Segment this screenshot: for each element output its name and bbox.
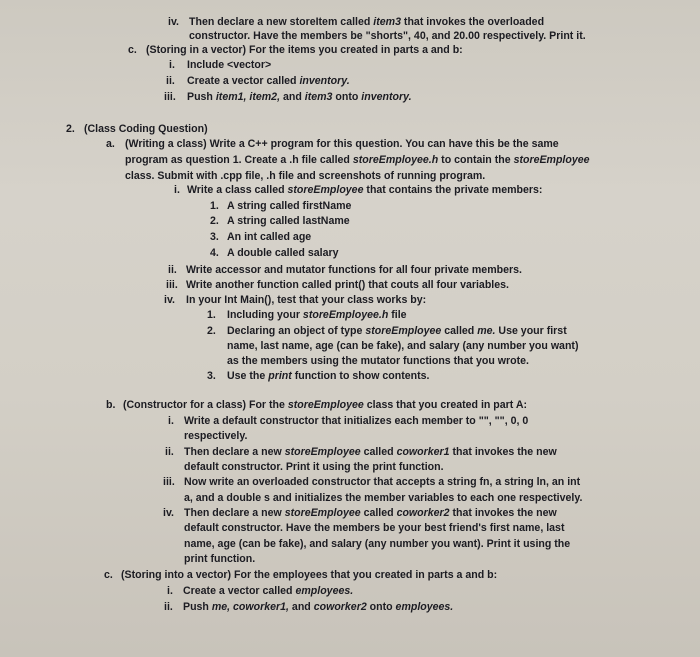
text-line: Then declare a new storeEmployee called coworker2 that invokes the new (184, 507, 557, 519)
text-line: In your Int Main(), test that your class works by: (186, 294, 427, 306)
section-heading: (Constructor for a class) For the storeEmployee class that you created in part A: (123, 399, 528, 411)
text-line: as the members using the mutator functions that you wrote. (227, 355, 529, 367)
text-line: Push me, coworker1, and coworker2 onto employees. (183, 601, 454, 613)
list-marker: 4. (210, 247, 219, 259)
text-line: Write a default constructor that initializes each member to "", "", 0, 0 (184, 415, 529, 427)
list-marker: b. (106, 399, 116, 411)
text-line: Declaring an object of type storeEmployee called me. Use your first (227, 325, 567, 337)
list-marker: 2. (210, 215, 219, 227)
list-marker: iii. (166, 279, 178, 291)
text-line: Create a vector called employees. (183, 585, 354, 597)
text-line: default constructor. Have the members be your best friend's first name, last (184, 522, 565, 534)
list-marker: a. (106, 138, 115, 150)
text-line: Write accessor and mutator functions for all four private members. (186, 264, 522, 276)
list-marker: 3. (207, 370, 216, 382)
section-heading: (Writing a class) Write a C++ program for this question. You can have this be the same (125, 138, 559, 150)
list-marker: 3. (210, 231, 219, 243)
list-marker: ii. (166, 75, 175, 87)
list-marker: ii. (164, 601, 173, 613)
list-marker: iv. (168, 16, 179, 28)
section-heading: (Storing into a vector) For the employees that you created in parts a and b: (121, 569, 498, 581)
list-marker: iv. (164, 294, 175, 306)
list-marker: iii. (164, 91, 176, 103)
list-marker: ii. (168, 264, 177, 276)
text-line: Then declare a new storeItem called item3 that invokes the overloaded (189, 16, 545, 28)
text-line: Push item1, item2, and item3 onto inventory. (187, 91, 412, 103)
member-item: A double called salary (227, 247, 339, 259)
list-marker: i. (167, 585, 173, 597)
text-line: Write another function called print() that couts all four variables. (186, 279, 509, 291)
text-line: Then declare a new storeEmployee called coworker1 that invokes the new (184, 446, 557, 458)
text-line: Use the print function to show contents. (227, 370, 430, 382)
text-line: constructor. Have the members be "shorts", 40, and 20.00 respectively. Print it. (189, 30, 586, 42)
list-marker: iv. (163, 507, 174, 519)
question-title: (Class Coding Question) (84, 123, 208, 135)
member-item: An int called age (227, 231, 312, 243)
text-line: name, age (can be fake), and salary (any number you want). Print it using the (184, 538, 571, 550)
question-number: 2. (66, 123, 75, 135)
text-line: class. Submit with .cpp file, .h file and screenshots of running program. (125, 170, 486, 182)
text-line: Create a vector called inventory. (187, 75, 350, 87)
list-marker: c. (104, 569, 113, 581)
list-marker: ii. (165, 446, 174, 458)
text-line: program as question 1. Create a .h file called storeEmployee.h to contain the storeEmployee (125, 154, 590, 166)
member-item: A string called firstName (227, 200, 352, 212)
list-marker: 1. (207, 309, 216, 321)
text-line: Including your storeEmployee.h file (227, 309, 407, 321)
text-line: Write a class called storeEmployee that contains the private members: (187, 184, 543, 196)
list-marker: 1. (210, 200, 219, 212)
list-marker: i. (174, 184, 180, 196)
list-marker: i. (168, 415, 174, 427)
text-line: Now write an overloaded constructor that accepts a string fn, a string ln, an int (184, 476, 581, 488)
list-marker: 2. (207, 325, 216, 337)
text-line: a, and a double s and initializes the member variables to each one respectively. (184, 492, 583, 504)
text-line: name, last name, age (can be fake), and salary (any number you want) (227, 340, 579, 352)
text-line: default constructor. Print it using the print function. (184, 461, 444, 473)
text-line: Include <vector> (187, 59, 272, 71)
list-marker: i. (169, 59, 175, 71)
section-heading: (Storing in a vector) For the items you created in parts a and b: (146, 44, 463, 56)
member-item: A string called lastName (227, 215, 350, 227)
list-marker: c. (128, 44, 137, 56)
text-line: print function. (184, 553, 256, 565)
text-line: respectively. (184, 430, 248, 442)
list-marker: iii. (163, 476, 175, 488)
